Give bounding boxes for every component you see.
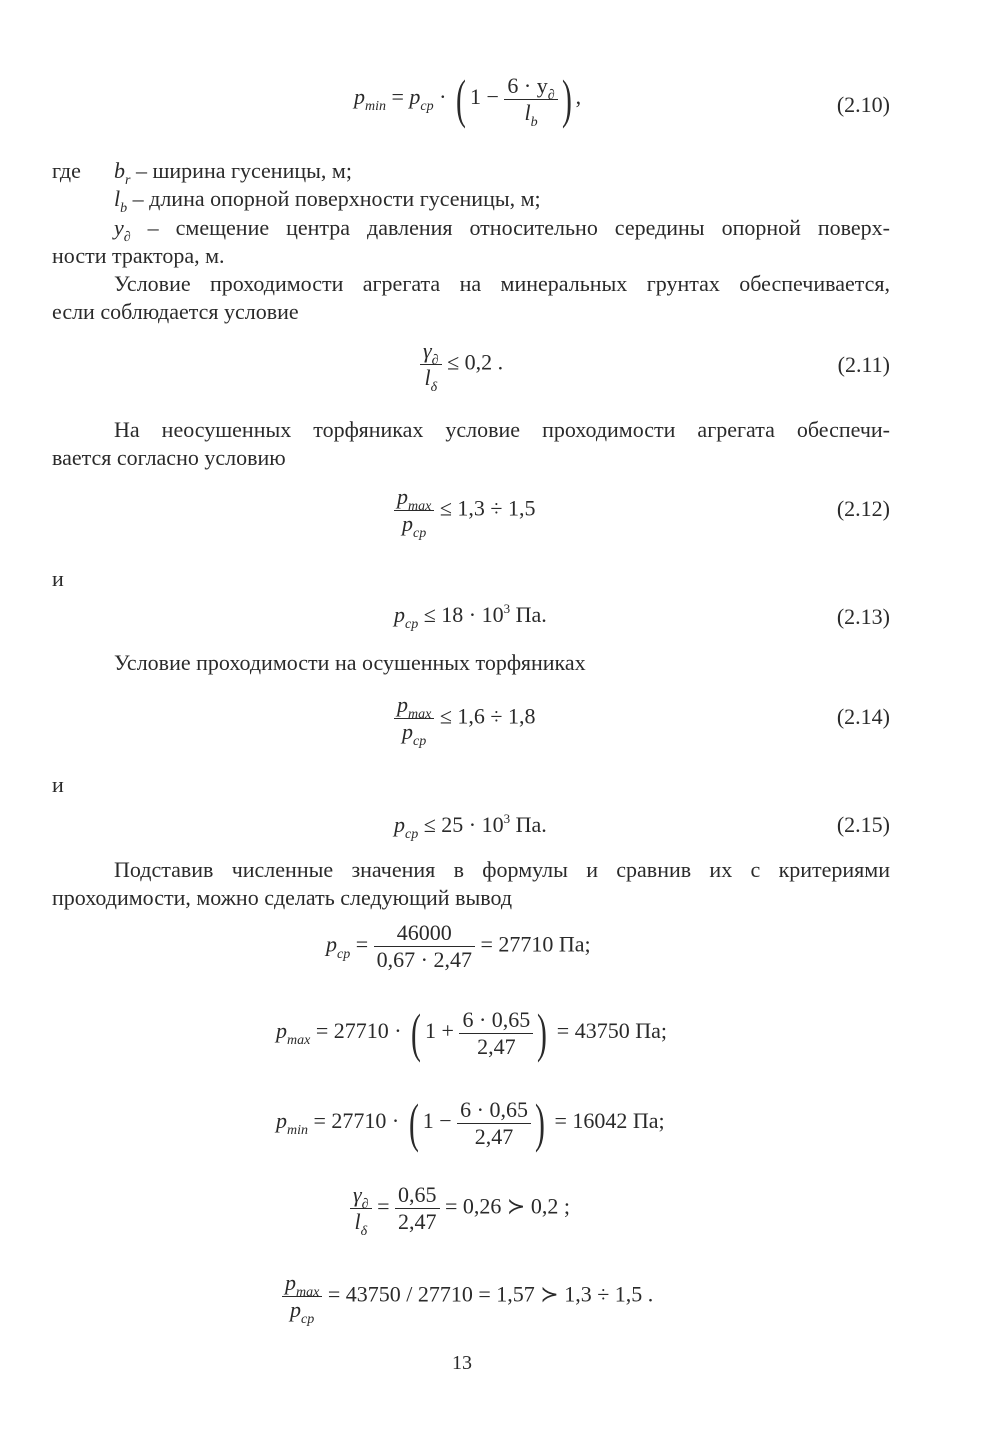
definition-lb: $l_b$ – длина опорной поверхности гусеницы, м; — [114, 186, 541, 216]
paragraph-line: Условие проходимости на осушенных торфяниках — [114, 650, 586, 675]
conjunction-and: и — [52, 772, 64, 797]
conjunction-and: и — [52, 566, 64, 591]
eq-number-2-12: (2.12) — [836, 496, 890, 521]
eq-number-2-14: (2.14) — [836, 704, 890, 729]
formula-2-13: $p_{cp} \le 18 \cdot 10^3$ Па. — [394, 601, 547, 632]
paragraph-line: На неосушенных торфяниках условие проходимости агрегата обеспечи- — [114, 417, 890, 442]
calc-p-cp: $p_{cp}$ = $\frac{46000}{0,67 \cdot 2,47}$ = 27710 Па; — [326, 920, 591, 972]
formula-2-11: $\frac{\gamma_\partial}{l_\delta}$ ≤ 0,2 . — [420, 338, 503, 391]
paragraph-line: вается согласно условию — [52, 445, 286, 470]
definition-yd-cont: ности трактора, м. — [52, 243, 225, 268]
eq-number-2-15: (2.15) — [836, 812, 890, 837]
formula-2-12: $\frac{p_{max}}{p_{cp}}$ ≤ 1,3 ÷ 1,5 — [394, 484, 535, 537]
definition-yd: $y_\partial$ – смещение центра давления относительно середины опорной поверх- — [114, 215, 890, 245]
paragraph-line: Подставив численные значения в формулы и сравнив их с критериями — [114, 857, 890, 882]
paragraph-line: если соблюдается условие — [52, 299, 299, 324]
page-number: 13 — [452, 1352, 472, 1374]
paragraph-line: проходимости, можно сделать следующий вывод — [52, 885, 513, 910]
calc-p-max: $p_{max} = 27710$ · ( 1 + $\frac{6 \cdot 0,65}{2,47}$ ) = 43750 Па; — [276, 1003, 667, 1063]
calc-p-min: $p_{min} = 27710$ · ( 1 − $\frac{6 \cdot 0,65}{2,47}$ ) = 16042 Па; — [276, 1093, 665, 1153]
eq-number-2-13: (2.13) — [836, 604, 890, 629]
eq-number-2-11: (2.11) — [837, 352, 890, 377]
formula-2-15: $p_{cp} \le 25 \cdot 10^3$ Па. — [394, 811, 547, 842]
definition-br: $b_r$ – ширина гусеницы, м; — [114, 158, 352, 188]
formula-2-14: $\frac{p_{max}}{p_{cp}}$ ≤ 1,6 ÷ 1,8 — [394, 692, 535, 745]
formula-2-10: $p_{min} = p_{cp}$ · ( 1 − $\frac{6 \cdot y_\partial}{l_b}$ ) , — [354, 69, 582, 130]
paragraph-line: Условие проходимости агрегата на минеральных грунтах обеспечивается, — [114, 271, 890, 296]
where-label: где — [52, 158, 81, 183]
calc-ratio-pmax: $\frac{p_{max}}{p_{cp}}$ = 43750 / 27710 = 1,57 ≻ 1,3 ÷ 1,5 . — [282, 1270, 653, 1323]
eq-number-2-10: (2.10) — [836, 92, 890, 117]
calc-ratio-gamma: $\frac{\gamma_\partial}{l_\delta}$ = $\frac{0,65}{2,47}$ = 0,26 ≻ 0,2 ; — [350, 1182, 570, 1235]
